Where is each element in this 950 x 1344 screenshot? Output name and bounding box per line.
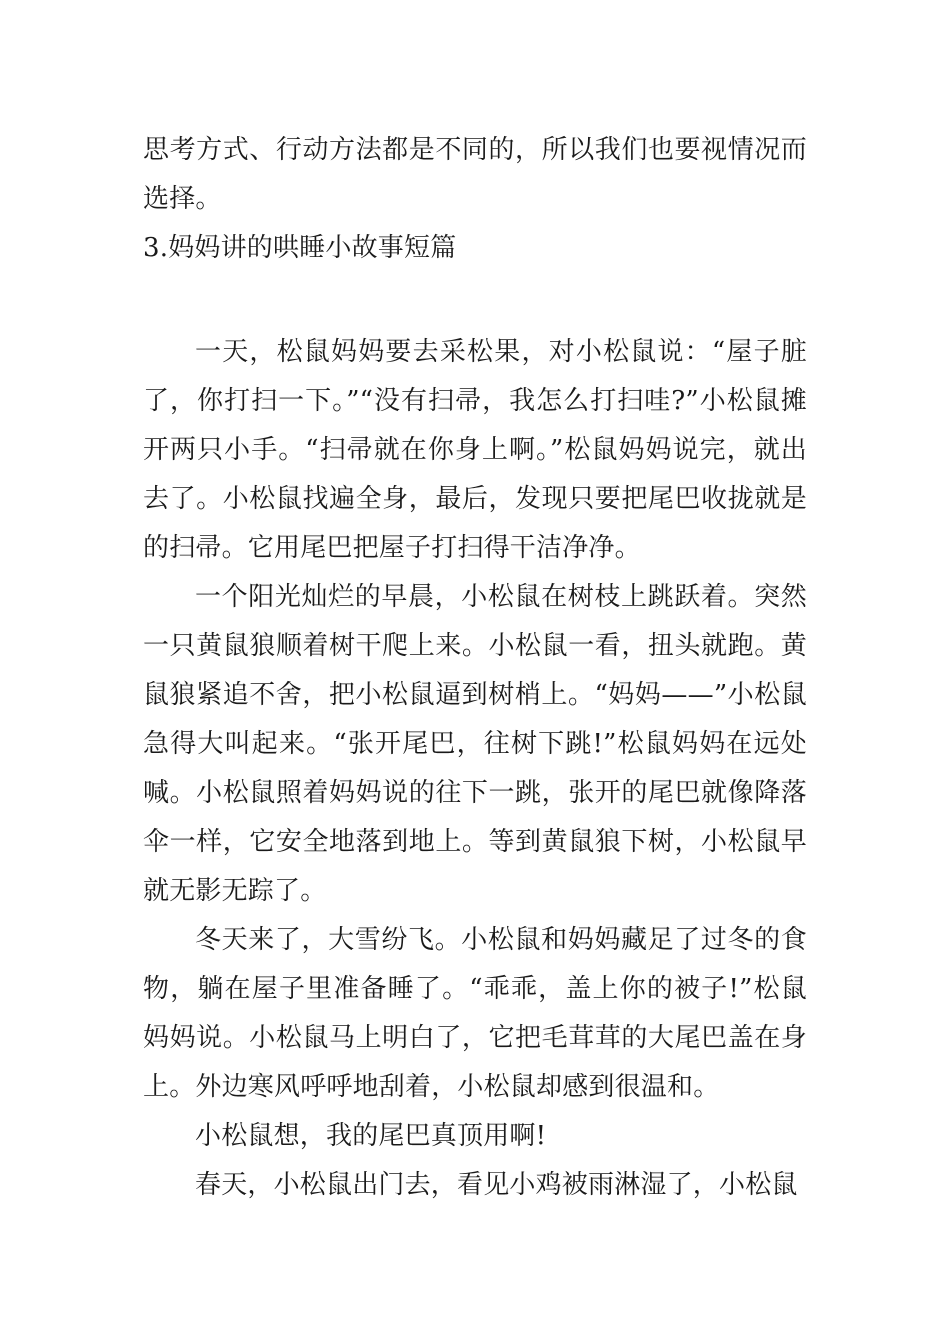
story-paragraph: 小松鼠想，我的尾巴真顶用啊! <box>195 1121 547 1151</box>
story-paragraph: 一个阳光灿烂的早晨，小松鼠在树枝上跳跃着。突然一只黄鼠狼顺着树干爬上来。小松鼠一看，扭头就跑。黄鼠狼紧追不舍，把小松鼠逼到树梢上。“妈妈——”小松鼠急得大叫起来。“张开尾巴，往树下跳!”松鼠妈妈在远处喊。小松鼠照着妈妈说的往下一跳，张开的尾巴就像降落伞一样，它安全地落到地上。等到黄鼠狼下树，小松鼠早就无影无踪了。 <box>143 582 807 906</box>
story-body <box>143 328 807 1210</box>
intro-paragraph-tail: 思考方式、行动方法都是不同的，所以我们也要视情况而选择。 <box>143 135 807 214</box>
story-paragraph: 冬天来了，大雪纷飞。小松鼠和妈妈藏足了过冬的食物，躺在屋子里准备睡了。“乖乖，盖上你的被子!”松鼠妈妈说。小松鼠马上明白了，它把毛茸茸的大尾巴盖在身上。外边寒风呼呼地刮着，小松鼠却感到很温和。 <box>143 925 807 1102</box>
story-paragraph: 春天，小松鼠出门去，看见小鸡被雨淋湿了，小松鼠 <box>195 1170 798 1200</box>
top-block <box>143 126 807 273</box>
story-paragraph: 一天，松鼠妈妈要去采松果，对小松鼠说：“屋子脏了，你打扫一下。”“没有扫帚，我怎么打扫哇?”小松鼠摊开两只小手。“扫帚就在你身上啊。”松鼠妈妈说完，就出去了。小松鼠找遍全身，最后，发现只要把尾巴收拢就是的扫帚。它用尾巴把屋子打扫得干洁净净。 <box>143 337 807 563</box>
section-heading: 3.妈妈讲的哄睡小故事短篇 <box>143 233 457 263</box>
